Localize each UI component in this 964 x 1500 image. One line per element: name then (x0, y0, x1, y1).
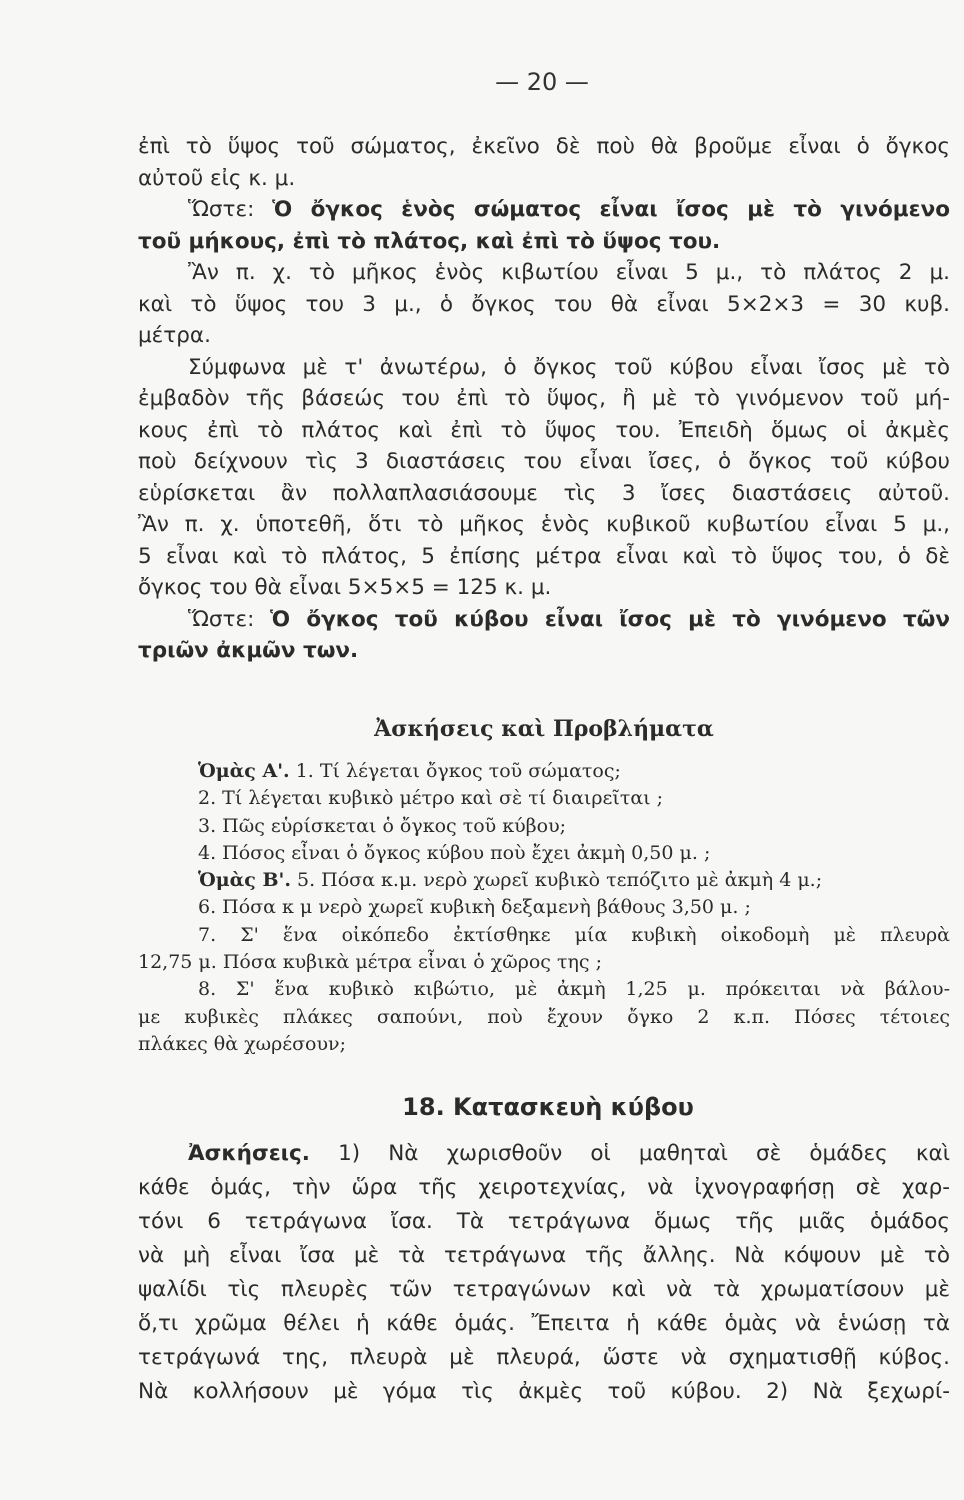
exercise-line: Ὁμὰς Β'. 5. Πόσα κ.μ. νερὸ χωρεῖ κυβικὸ τεπόζιτο μὲ ἀκμὴ 4 μ.; (198, 869, 823, 892)
text-line: μέτρα. (138, 323, 211, 348)
text-line: τόνι 6 τετράγωνα ἴσα. Τὰ τετράγωνα ὅμως τῆς μιᾶς ὁμάδος (138, 1209, 950, 1234)
rule-lead: Ὥστε: (188, 197, 255, 222)
text-line: καὶ τὸ ὕψος του 3 μ., ὁ ὄγκος του θὰ εἶναι 5×2×3 = 30 κυβ. (138, 291, 950, 317)
exercise-line: Ὁμὰς Α'. 1. Τί λέγεται ὄγκος τοῦ σώματος; (198, 760, 621, 782)
text-line: ἐπὶ τὸ ὕψος τοῦ σώματος, ἐκεῖνο δὲ ποὺ θὰ βροῦμε εἶναι ὁ ὄγκος (138, 134, 950, 159)
page-number: — 20 — (495, 68, 589, 96)
intro-paragraph (138, 131, 950, 667)
text-line: ποὺ δείχνουν τὶς 3 διαστάσεις του εἶναι ἴσες, ὁ ὄγκος τοῦ κύβου (138, 449, 950, 474)
section-heading: 18. Κατασκευὴ κύβου (402, 1093, 694, 1121)
text-line: εὑρίσκεται ἂν πολλαπλασιάσουμε τὶς 3 ἴσες διαστάσεις αὐτοῦ. (138, 480, 950, 506)
text-line: αὐτοῦ εἰς κ. μ. (138, 165, 296, 191)
text-line: κάθε ὁμάς, τὴν ὥρα τῆς χειροτεχνίας, νὰ ἰχνογραφήσῃ σὲ χαρ- (138, 1175, 950, 1200)
rule-lead: Ὥστε: (188, 606, 255, 632)
text-line: Ἂν π. χ. τὸ μῆκος ἑνὸς κιβωτίου εἶναι 5 μ., τὸ πλάτος 2 μ. (188, 260, 950, 285)
text-line: Ἂν π. χ. ὑποτεθῆ, ὅτι τὸ μῆκος ἑνὸς κυβικοῦ κυβωτίου εἶναι 5 μ., (138, 512, 950, 537)
exercise-line: με κυβικὲς πλάκες σαπούνι, ποὺ ἔχουν ὄγκο 2 κ.π. Πόσες τέτοιες (138, 1005, 950, 1028)
text-line: ὄγκος του θὰ εἶναι 5×5×5 = 125 κ. μ. (138, 575, 552, 600)
exercise-line: πλάκες θὰ χωρέσουν; (138, 1032, 346, 1055)
exercises-list (138, 758, 950, 1058)
text-line: νὰ μὴ εἶναι ἴσα μὲ τὰ τετράγωνα τῆς ἄλλης. Νὰ κόψουν μὲ τὸ (138, 1243, 950, 1268)
group-label: Ὁμὰς Β'. (198, 869, 291, 892)
exercise-line: 3. Πῶς εὑρίσκεται ὁ ὄγκος τοῦ κύβου; (198, 814, 567, 837)
exercise-line: 2. Τί λέγεται κυβικὸ μέτρο καὶ σὲ τί διαιρεῖται ; (198, 787, 664, 810)
text-line: ψαλίδι τὶς πλευρὲς τῶν τετραγώνων καὶ νὰ τὰ χρωματίσουν μὲ (138, 1277, 950, 1302)
section-body (138, 1137, 950, 1409)
rule-text: τριῶν ἀκμῶν των. (138, 638, 359, 663)
exercises-heading: Ἀσκήσεις καὶ Προβλήματα (374, 716, 714, 742)
exercise-line: 4. Πόσος εἶναι ὁ ὄγκος κύβου ποὺ ἔχει ἀκμὴ 0,50 μ. ; (198, 841, 711, 864)
rule-text: τοῦ μήκους, ἐπὶ τὸ πλάτος, καὶ ἐπὶ τὸ ὕψος του. (138, 228, 721, 254)
exercise-line: 6. Πόσα κ μ νερὸ χωρεῖ κυβικὴ δεξαμενὴ βάθους 3,50 μ. ; (198, 896, 751, 919)
group-label: Ὁμὰς Α'. (198, 760, 290, 782)
rule-text: Ὁ ὄγκος ἑνὸς σώματος εἶναι ἴσος μὲ τὸ γινόμενο (272, 197, 950, 222)
rule-line (138, 604, 950, 636)
text-line: τετράγωνά της, πλευρὰ μὲ πλευρά, ὥστε νὰ σχηματισθῇ κύβος. (138, 1345, 950, 1370)
exercise-line: 12,75 μ. Πόσα κυβικὰ μέτρα εἶναι ὁ χῶρος της ; (138, 951, 602, 974)
text-line: ὅ,τι χρῶμα θέλει ἡ κάθε ὁμάς. Ἔπειτα ἡ κάθε ὁμὰς νὰ ἑνώσῃ τὰ (138, 1311, 950, 1336)
exercises-lead: Ἀσκήσεις. (188, 1141, 310, 1166)
text-line: κους ἐπὶ τὸ πλάτος καὶ ἐπὶ τὸ ὕψος του. Ἐπειδὴ ὅμως οἱ ἀκμὲς (138, 417, 950, 443)
rule-line (138, 194, 950, 226)
text-line: ἐμβαδὸν τῆς βάσεώς του ἐπὶ τὸ ὕψος, ἢ μὲ τὸ γινόμενον τοῦ μή- (138, 386, 950, 411)
exercise-line: 8. Σ' ἕνα κυβικὸ κιβώτιο, μὲ ἀκμὴ 1,25 μ. πρόκειται νὰ βάλου- (198, 978, 950, 1001)
text-line: Νὰ κολλήσουν μὲ γόμα τὶς ἀκμὲς τοῦ κύβου. 2) Νὰ ξεχωρί- (138, 1379, 950, 1404)
text-line: 5 εἶναι καὶ τὸ πλάτος, 5 ἐπίσης μέτρα εἶναι καὶ τὸ ὕψος του, ὁ δὲ (138, 543, 950, 569)
rule-text: Ὁ ὄγκος τοῦ κύβου εἶναι ἴσος μὲ τὸ γινόμενο τῶν (269, 606, 950, 632)
text-line: Ἀσκήσεις. 1) Νὰ χωρισθοῦν οἱ μαθηταὶ σὲ ὁμάδες καὶ (188, 1141, 950, 1166)
exercise-line: 7. Σ' ἕνα οἰκόπεδο ἐκτίσθηκε μία κυβικὴ οἰκοδομὴ μὲ πλευρὰ (198, 923, 950, 946)
text-line: Σύμφωνα μὲ τ' ἀνωτέρω, ὁ ὄγκος τοῦ κύβου εἶναι ἴσος μὲ τὸ (188, 354, 950, 380)
